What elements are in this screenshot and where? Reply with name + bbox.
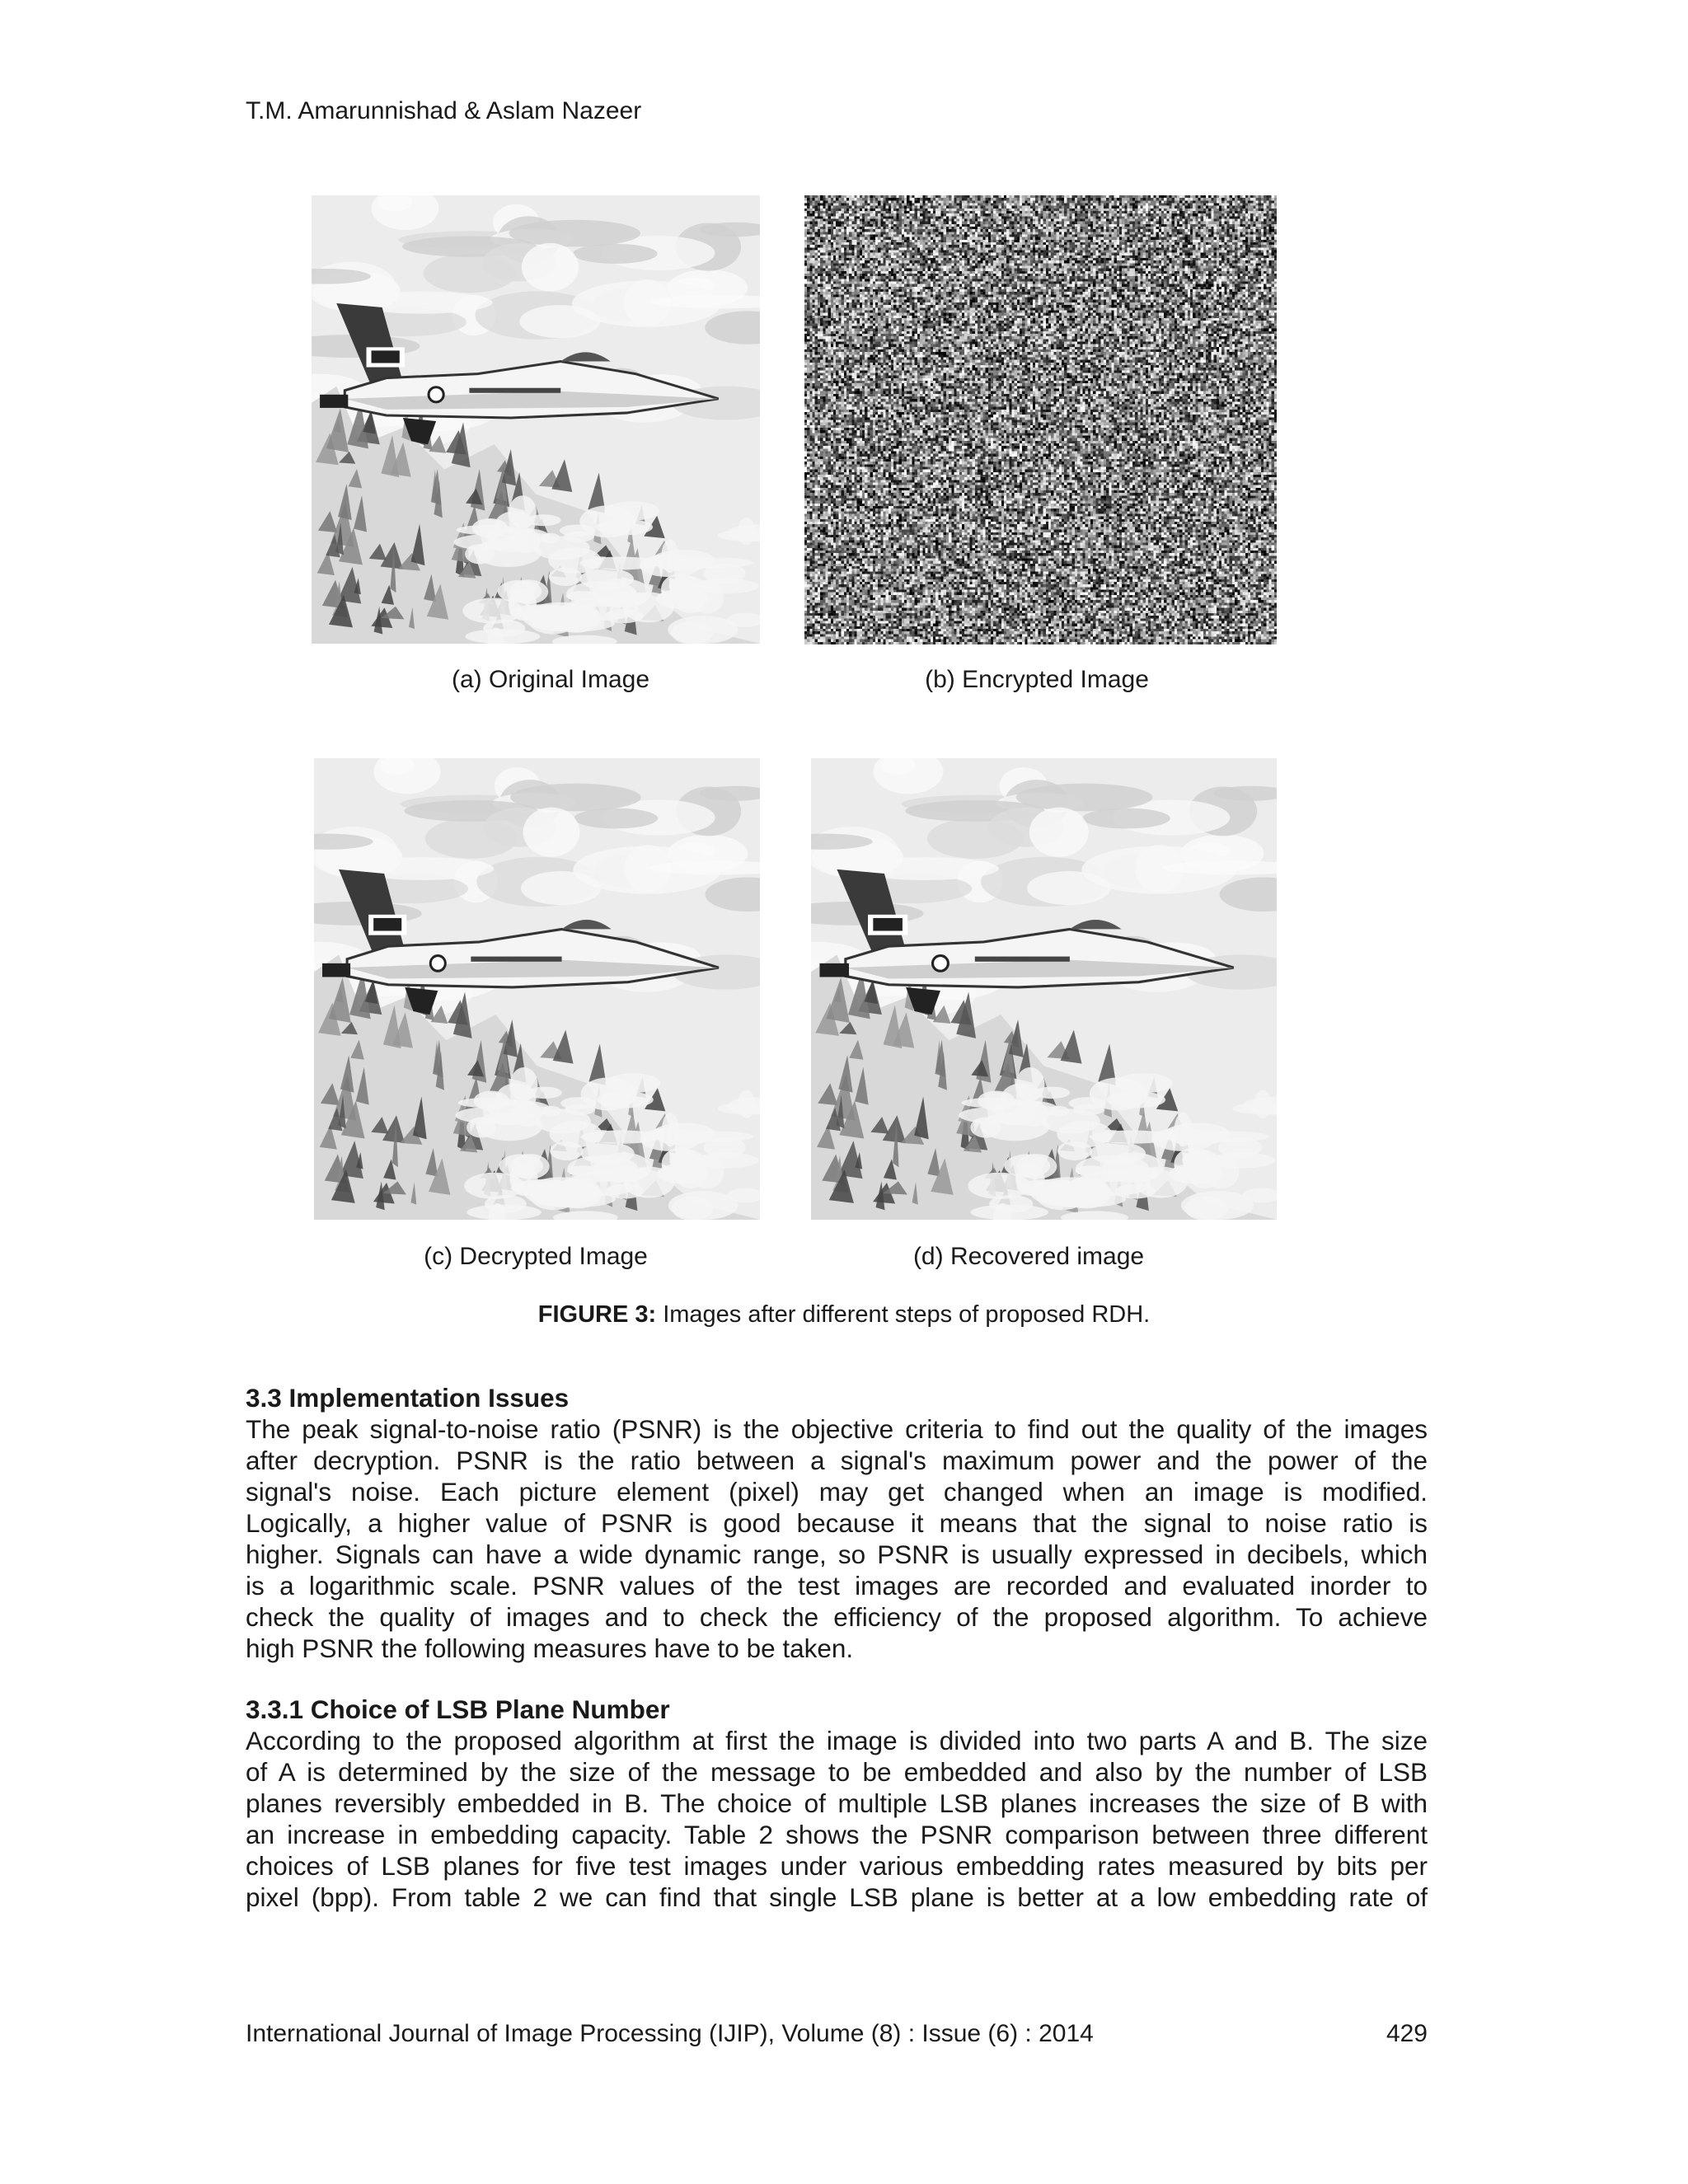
- text-line: higher. Signals can have a wide dynamic range, so PSNR is usually expressed in decibels, which: [246, 1540, 1428, 1569]
- text-line: is a logarithmic scale. PSNR values of the test images are recorded and evaluated inorder to: [246, 1571, 1428, 1601]
- text-line: planes reversibly embedded in B. The choice of multiple LSB planes increases the size of B with: [246, 1788, 1428, 1818]
- caption-original: (a) Original Image: [451, 666, 650, 693]
- text-line: The peak signal-to-noise ratio (PSNR) is the objective criteria to find out the quality of the images: [246, 1414, 1428, 1444]
- text-line: high PSNR the following measures have to be taken.: [246, 1633, 854, 1663]
- text-line: after decryption. PSNR is the ratio between a signal's maximum power and the power of the: [246, 1446, 1428, 1475]
- section-paragraph: [246, 1413, 1428, 1664]
- text-line: pixel (bpp). From table 2 we can find that single LSB plane is better at a low embedding rate of: [246, 1882, 1428, 1912]
- page-number: 429: [1386, 2020, 1428, 2047]
- recovered-image: [811, 758, 1277, 1220]
- section-implementation-issues: [246, 1382, 1428, 1664]
- figure-label: FIGURE 3:: [537, 1301, 657, 1328]
- running-header: T.M. Amarunnishad & Aslam Nazeer: [246, 97, 642, 124]
- section-heading: 3.3.1 Choice of LSB Plane Number: [246, 1694, 670, 1724]
- section-lsb-plane: [246, 1694, 1428, 1913]
- text-line: According to the proposed algorithm at first the image is divided into two parts A and B. The size: [246, 1726, 1428, 1755]
- encrypted-image: [804, 195, 1277, 644]
- section-heading: 3.3 Implementation Issues: [246, 1383, 570, 1413]
- figure-caption: [0, 1301, 1688, 1329]
- text-line: of A is determined by the size of the message to be embedded and also by the number of LSB: [246, 1757, 1428, 1787]
- section-paragraph: [246, 1725, 1428, 1913]
- caption-encrypted: (b) Encrypted Image: [925, 666, 1149, 693]
- text-line: Logically, a higher value of PSNR is good because it means that the signal to noise ratio is: [246, 1508, 1428, 1538]
- figure-caption-text: Images after different steps of proposed RDH.: [656, 1301, 1151, 1328]
- text-line: signal's noise. Each picture element (pixel) may get changed when an image is modified.: [246, 1477, 1428, 1507]
- journal-footer: International Journal of Image Processing (IJIP), Volume (8) : Issue (6) : 2014: [246, 2020, 1094, 2047]
- text-line: an increase in embedding capacity. Table 2 shows the PSNR comparison between three different: [246, 1820, 1428, 1849]
- caption-decrypted: (c) Decrypted Image: [424, 1243, 648, 1270]
- text-line: check the quality of images and to check the efficiency of the proposed algorithm. To achieve: [246, 1602, 1428, 1632]
- noise-pattern: [804, 195, 1277, 644]
- original-image: [312, 195, 760, 644]
- caption-recovered: (d) Recovered image: [912, 1243, 1145, 1270]
- decrypted-image: [314, 758, 760, 1220]
- text-line: choices of LSB planes for five test images under various embedding rates measured by bits per: [246, 1851, 1428, 1881]
